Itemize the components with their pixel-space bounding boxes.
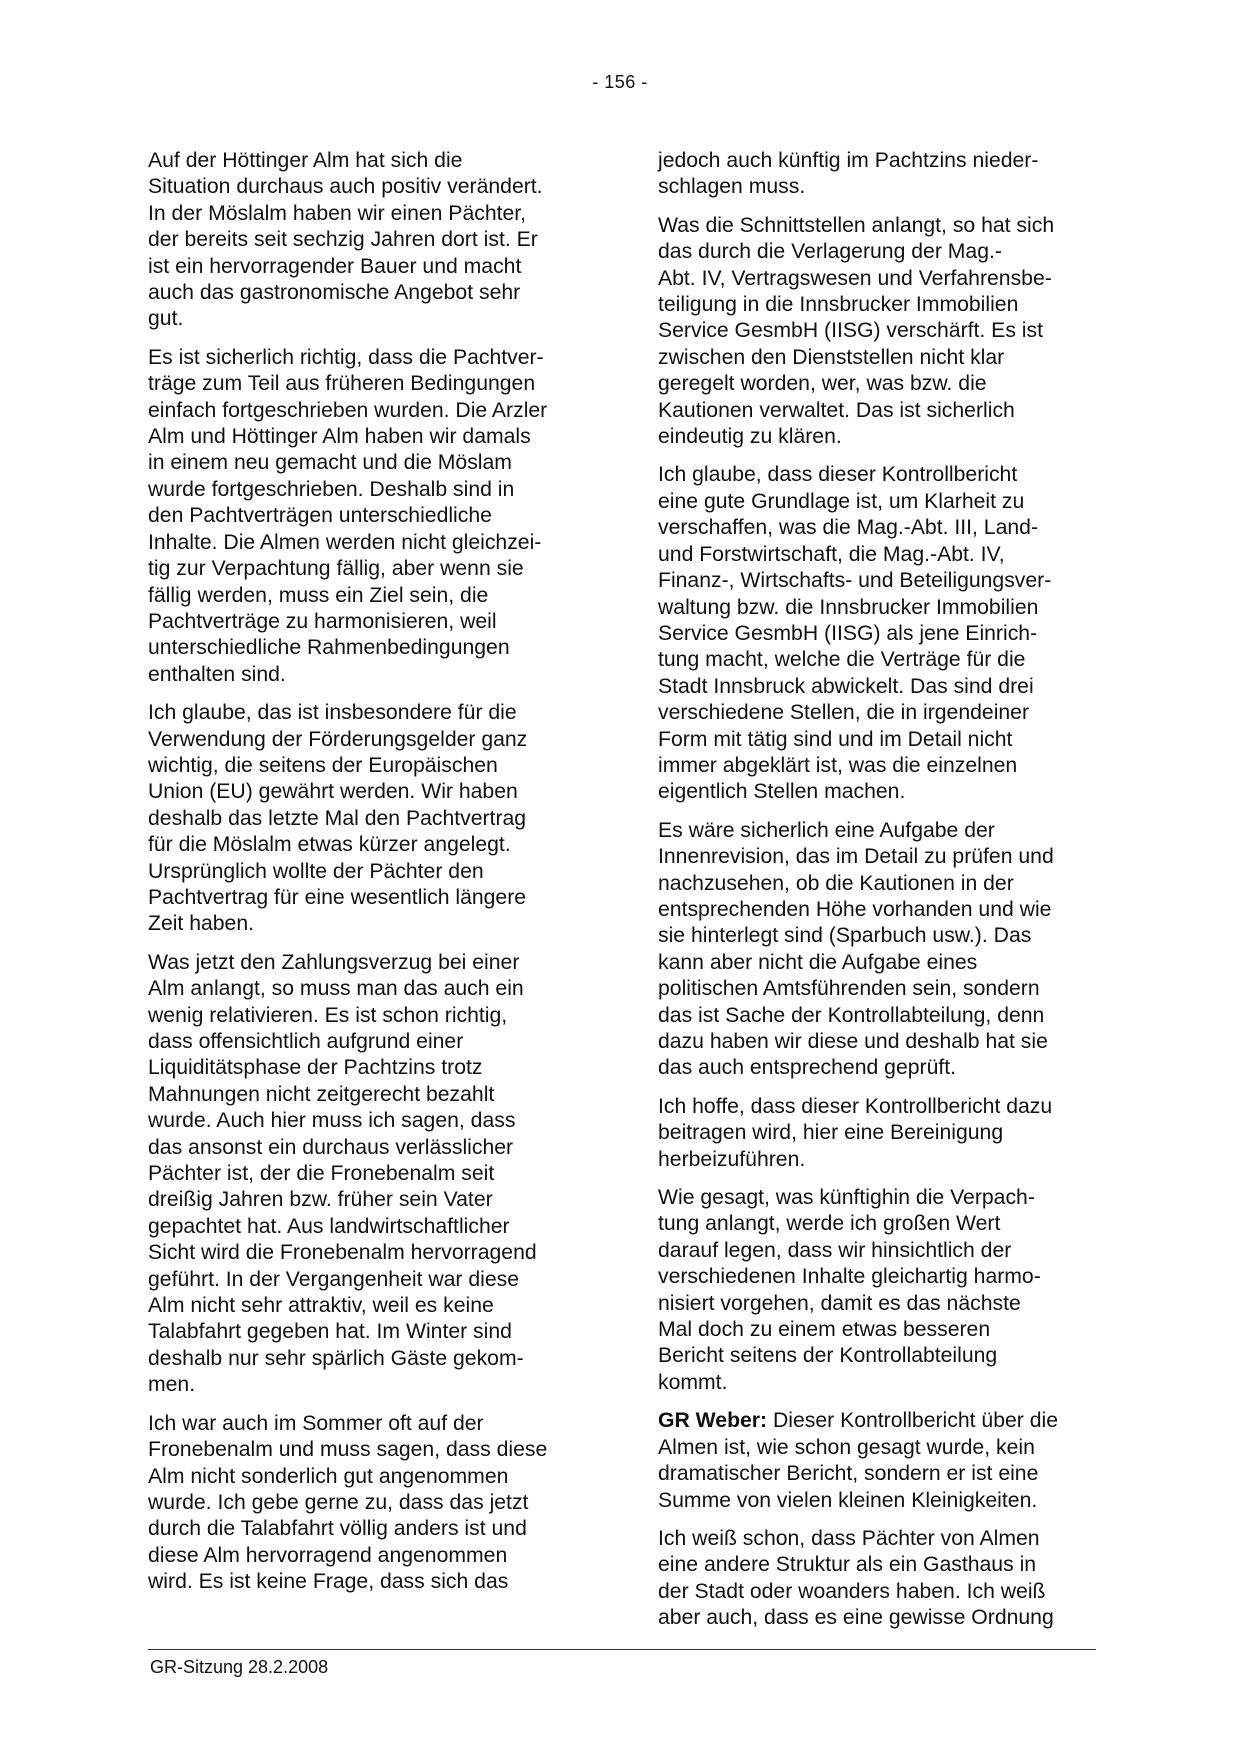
paragraph: Was die Schnittstellen anlangt, so hat sich das durch die Verlagerung der Mag.- Abt. IV, Vertragswesen und Verfahrensbe- teiligung in die Innsbrucker Immobilien Service GesmbH (IISG) verschärft. Es ist zwischen den Dienststellen nicht klar geregelt worden, wer, was bzw. die Kautionen verwaltet. Das ist sicherlich eindeutig zu klären. — [658, 213, 1055, 449]
paragraph: Es wäre sicherlich eine Aufgabe der Innenrevision, das im Detail zu prüfen und nachzusehen, ob die Kautionen in der entsprechenden Höhe vorhanden und wie sie hinterlegt sind (Sparbuch usw.). Das kann aber nicht die Aufgabe eines politischen Amtsführenden sein, sondern das ist Sache der Kontrollabteilung, denn dazu haben wir diese und deshalb hat sie das auch entsprechend geprüft. — [658, 818, 1054, 1080]
speaker-text: Dieser Kontrollbericht über die Almen ist, wie schon gesagt wurde, kein dramatischer Bericht, sondern er ist eine Summe von vielen kleinen Kleinigkeiten. — [658, 1409, 1058, 1512]
right-column — [658, 148, 1098, 1644]
paragraph: Ich hoffe, dass dieser Kontrollbericht dazu beitragen wird, hier eine Bereinigung herbeizuführen. — [658, 1094, 1053, 1171]
paragraph: Auf der Höttinger Alm hat sich die Situation durchaus auch positiv verändert. In der Möslalm haben wir einen Pächter, der bereits seit sechzig Jahren dort ist. Er ist ein hervorragender Bauer und macht auch das gastronomische Angebot sehr gut. — [148, 149, 543, 331]
speaker-paragraph — [658, 1408, 1098, 1514]
page-number: - 156 - — [592, 72, 648, 92]
paragraph: Ich war auch im Sommer oft auf der Fronebenalm und muss sagen, dass diese Alm nicht sonderlich gut angenommen wurde. Ich gebe gerne zu, dass das jetzt durch die Talabfahrt völlig anders ist und diese Alm hervorragend angenommen wird. Es ist keine Frage, dass sich das — [148, 1411, 548, 1594]
paragraph: Wie gesagt, was künftighin die Verpach- tung anlangt, werde ich großen Wert darauf legen, dass wir hinsichtlich der verschiedenen Inhalte gleichartig harmo- nisiert vorgehen, damit es das nächste Mal doch zu einem etwas besseren Bericht seitens der Kontrollabteilung kommt. — [658, 1186, 1041, 1394]
paragraph: Ich glaube, dass dieser Kontrollbericht eine gute Grundlage ist, um Klarheit zu verschaffen, was die Mag.-Abt. III, Land- und Forstwirtschaft, die Mag.-Abt. IV, Finanz-, Wirtschafts- und Beteiligungsver- waltung bzw. die Innsbrucker Immobilien Service GesmbH (IISG) als jene Einrich- tung macht, welche die Verträge für die Stadt Innsbruck abwickelt. Das sind drei verschiedene Stellen, die in irgendeiner Form mit tätig sind und im Detail nicht immer abgeklärt ist, was die einzelnen eigentlich Stellen machen. — [658, 463, 1052, 804]
paragraph: jedoch auch künftig im Pachtzins nieder- schlagen muss. — [658, 149, 1039, 199]
paragraph: Was jetzt den Zahlungsverzug bei einer Alm anlangt, so muss man das auch ein wenig relativieren. Es ist schon richtig, dass offensichtlich aufgrund einer Liquiditätsphase der Pachtzins trotz Mahnungen nicht zeitgerecht bezahlt wurde. Auch hier muss ich sagen, dass das ansonst ein durchaus verlässlicher Pächter ist, der die Fronebenalm seit dreißig Jahren bzw. früher sein Vater gepachtet hat. Aus landwirtschaftlicher Sicht wird die Fronebenalm hervorragend geführt. In der Vergangenheit war diese Alm nicht sehr attraktiv, weil es keine Talabfahrt gegeben hat. Im Winter sind deshalb nur sehr spärlich Gäste gekom- men. — [148, 950, 537, 1397]
footer-session-date: GR-Sitzung 28.2.2008 — [150, 1657, 329, 1677]
footer-divider — [148, 1649, 1096, 1650]
paragraph: Ich weiß schon, dass Pächter von Almen eine andere Struktur als ein Gasthaus in der Stadt oder woanders haben. Ich weiß aber auch, dass es eine gewisse Ordnung — [658, 1526, 1054, 1630]
left-column — [148, 148, 588, 1608]
paragraph: Es ist sicherlich richtig, dass die Pachtver- träge zum Teil aus früheren Bedingungen einfach fortgeschrieben wurden. Die Arzler Alm und Höttinger Alm haben wir damals in einem neu gemacht und die Möslam wurde fortgeschrieben. Deshalb sind in den Pachtverträgen unterschiedliche Inhalte. Die Almen werden nicht gleichzei- tig zur Verpachtung fällig, aber wenn sie fällig werden, muss ein Ziel sein, die Pachtverträge zu harmonisieren, weil unterschiedliche Rahmenbedingungen enthalten sind. — [148, 345, 548, 686]
paragraph: Ich glaube, das ist insbesondere für die Verwendung der Förderungsgelder ganz wichtig, die seitens der Europäischen Union (EU) gewährt werden. Wir haben deshalb das letzte Mal den Pachtvertrag für die Möslalm etwas kürzer angelegt. Ursprünglich wollte der Pächter den Pachtvertrag für eine wesentlich längere Zeit haben. — [148, 701, 528, 936]
speaker-label: GR Weber: — [658, 1409, 768, 1433]
